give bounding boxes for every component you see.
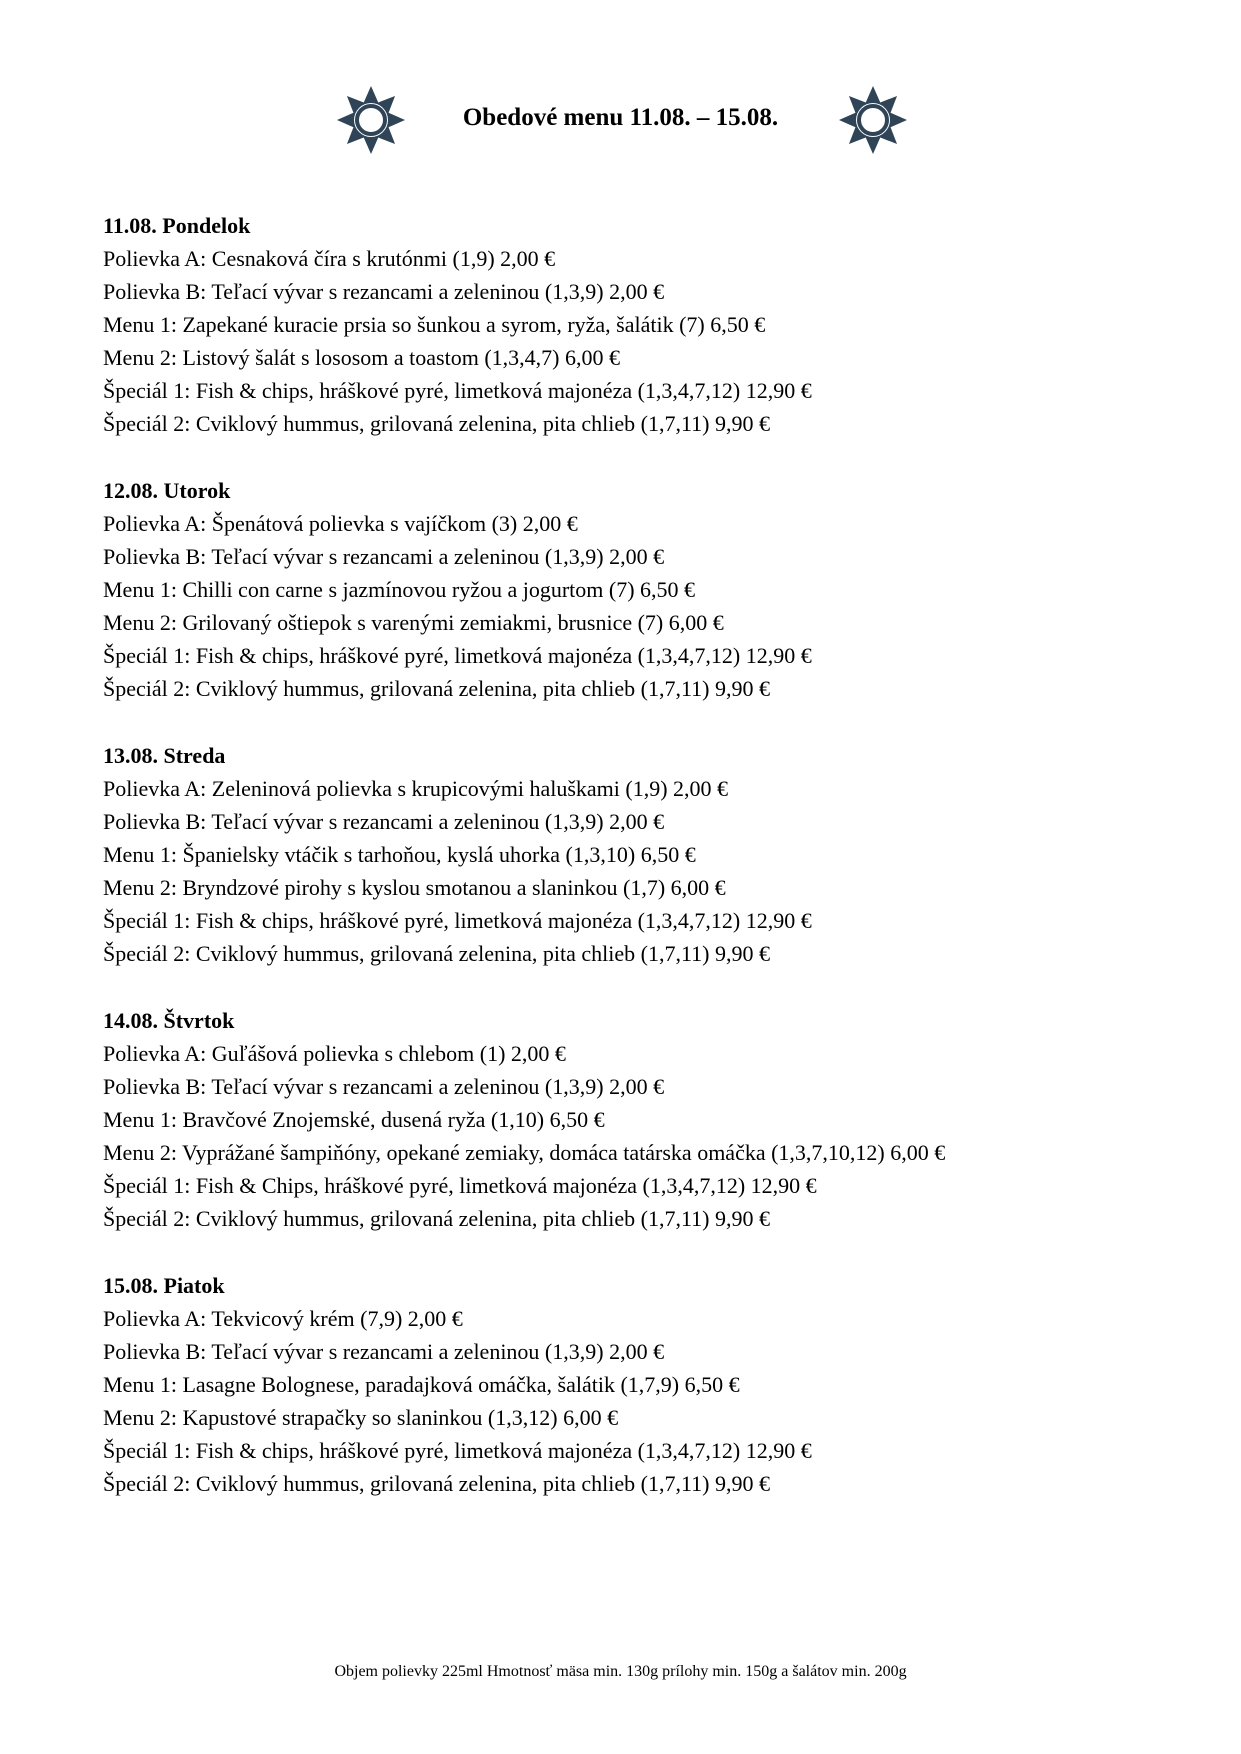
day-section-monday <box>103 209 1203 440</box>
menu-item: Polievka B: Teľací vývar s rezancami a zeleninou (1,3,9) 2,00 € <box>103 1074 665 1099</box>
menu-item: Špeciál 1: Fish & Chips, hráškové pyré, limetková majonéza (1,3,4,7,12) 12,90 € <box>103 1173 817 1198</box>
menu-item: Polievka A: Tekvicový krém (7,9) 2,00 € <box>103 1306 463 1331</box>
menu-item: Menu 2: Vyprážané šampiňóny, opekané zemiaky, domáca tatárska omáčka (1,3,7,10,12) 6,00 € <box>103 1140 946 1165</box>
menu-item: Menu 1: Chilli con carne s jazmínovou ryžou a jogurtom (7) 6,50 € <box>103 577 696 602</box>
menu-item: Špeciál 2: Cviklový hummus, grilovaná zelenina, pita chlieb (1,7,11) 9,90 € <box>103 941 770 966</box>
day-section-thursday <box>103 1004 1203 1235</box>
menu-item: Špeciál 2: Cviklový hummus, grilovaná zelenina, pita chlieb (1,7,11) 9,90 € <box>103 1206 770 1231</box>
menu-item: Špeciál 1: Fish & chips, hráškové pyré, limetková majonéza (1,3,4,7,12) 12,90 € <box>103 1438 812 1463</box>
day-heading: 13.08. Streda <box>103 743 226 768</box>
day-heading: 14.08. Štvrtok <box>103 1008 235 1033</box>
page-header <box>0 85 1241 155</box>
menu-item: Špeciál 2: Cviklový hummus, grilovaná zelenina, pita chlieb (1,7,11) 9,90 € <box>103 676 770 701</box>
menu-item: Polievka B: Teľací vývar s rezancami a zeleninou (1,3,9) 2,00 € <box>103 809 665 834</box>
day-heading: 12.08. Utorok <box>103 478 231 503</box>
menu-item: Polievka B: Teľací vývar s rezancami a zeleninou (1,3,9) 2,00 € <box>103 1339 665 1364</box>
weekly-menu <box>103 209 1203 1534</box>
menu-item: Polievka A: Guľášová polievka s chlebom (1) 2,00 € <box>103 1041 566 1066</box>
menu-item: Polievka B: Teľací vývar s rezancami a zeleninou (1,3,9) 2,00 € <box>103 544 665 569</box>
sun-ornament-icon <box>838 85 908 155</box>
menu-item: Špeciál 1: Fish & chips, hráškové pyré, limetková majonéza (1,3,4,7,12) 12,90 € <box>103 643 812 668</box>
menu-item: Menu 2: Listový šalát s lososom a toastom (1,3,4,7) 6,00 € <box>103 345 620 370</box>
menu-item: Špeciál 1: Fish & chips, hráškové pyré, limetková majonéza (1,3,4,7,12) 12,90 € <box>103 908 812 933</box>
day-heading: 15.08. Piatok <box>103 1273 225 1298</box>
menu-item: Polievka A: Cesnaková číra s krutónmi (1,9) 2,00 € <box>103 246 556 271</box>
menu-item: Menu 2: Grilovaný oštiepok s varenými zemiakmi, brusnice (7) 6,00 € <box>103 610 724 635</box>
menu-item: Menu 1: Lasagne Bolognese, paradajková omáčka, šalátik (1,7,9) 6,50 € <box>103 1372 740 1397</box>
day-section-friday <box>103 1269 1203 1500</box>
day-section-wednesday <box>103 739 1203 970</box>
menu-item: Menu 2: Kapustové strapačky so slaninkou (1,3,12) 6,00 € <box>103 1405 619 1430</box>
menu-item: Menu 2: Bryndzové pirohy s kyslou smotanou a slaninkou (1,7) 6,00 € <box>103 875 726 900</box>
menu-item: Špeciál 2: Cviklový hummus, grilovaná zelenina, pita chlieb (1,7,11) 9,90 € <box>103 411 770 436</box>
menu-item: Polievka B: Teľací vývar s rezancami a zeleninou (1,3,9) 2,00 € <box>103 279 665 304</box>
day-heading: 11.08. Pondelok <box>103 213 251 238</box>
menu-item: Menu 1: Španielsky vtáčik s tarhoňou, kyslá uhorka (1,3,10) 6,50 € <box>103 842 696 867</box>
page-title: Obedové menu 11.08. – 15.08. <box>462 104 779 131</box>
menu-item: Polievka A: Špenátová polievka s vajíčkom (3) 2,00 € <box>103 511 578 536</box>
menu-item: Menu 1: Bravčové Znojemské, dusená ryža (1,10) 6,50 € <box>103 1107 605 1132</box>
menu-item: Špeciál 2: Cviklový hummus, grilovaná zelenina, pita chlieb (1,7,11) 9,90 € <box>103 1471 770 1496</box>
menu-item: Polievka A: Zeleninová polievka s krupicovými haluškami (1,9) 2,00 € <box>103 776 729 801</box>
menu-item: Špeciál 1: Fish & chips, hráškové pyré, limetková majonéza (1,3,4,7,12) 12,90 € <box>103 378 812 403</box>
menu-item: Menu 1: Zapekané kuracie prsia so šunkou a syrom, ryža, šalátik (7) 6,50 € <box>103 312 766 337</box>
day-section-tuesday <box>103 474 1203 705</box>
footer-note: Objem polievky 225ml Hmotnosť mäsa min. 130g prílohy min. 150g a šalátov min. 200g <box>334 1663 907 1680</box>
